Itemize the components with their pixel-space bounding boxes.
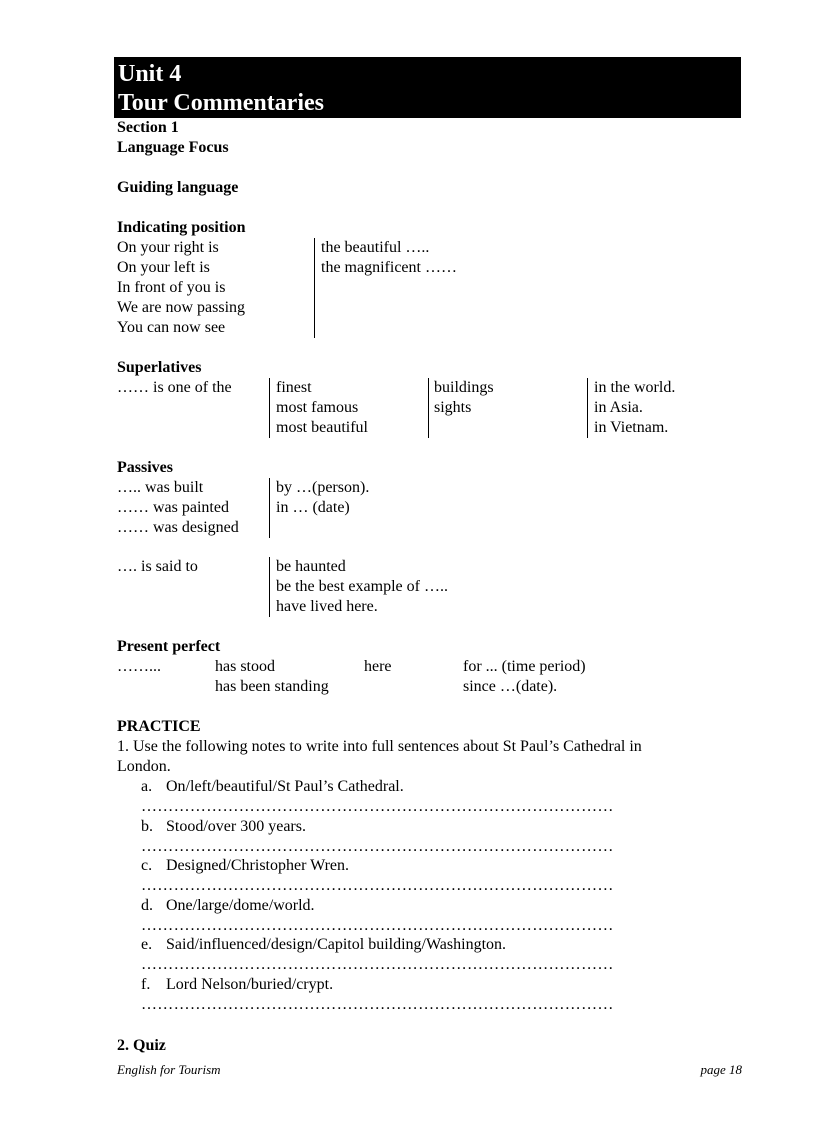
practice-instruction: 1. Use the following notes to write into full sentences about St Paul’s Cathedral in (117, 738, 642, 755)
guiding-heading: Guiding language (117, 179, 239, 196)
position-object: the beautiful ….. (321, 239, 430, 256)
practice-instruction: London. (117, 758, 171, 775)
position-object: the magnificent …… (321, 259, 457, 276)
item-prompt: Designed/Christopher Wren. (166, 857, 350, 874)
said-complement: be haunted (276, 558, 346, 575)
passive-phrase: …… was painted (117, 499, 229, 516)
unit-number: Unit 4 (118, 61, 182, 87)
item-letter: c. (141, 857, 153, 874)
superlative-adjective: finest (276, 379, 312, 396)
item-prompt: Stood/over 300 years. (166, 818, 306, 835)
superlative-place: in Vietnam. (594, 419, 669, 436)
column-divider (428, 378, 429, 438)
superlatives-lead: …… is one of the (117, 379, 232, 396)
item-letter: d. (141, 897, 153, 914)
answer-line[interactable]: …………………………………………………………………………… (141, 917, 614, 934)
perfect-verb: has been standing (215, 678, 329, 695)
item-prompt: One/large/dome/world. (166, 897, 315, 914)
said-phrase: …. is said to (117, 558, 198, 575)
perfect-here: here (364, 658, 392, 675)
position-phrase: We are now passing (117, 299, 246, 316)
column-divider (314, 238, 315, 338)
item-prompt: Said/influenced/design/Capitol building/Washington. (166, 936, 507, 953)
position-phrase: In front of you is (117, 279, 226, 296)
superlatives-heading: Superlatives (117, 359, 202, 376)
perfect-verb: has stood (215, 658, 275, 675)
section-label: Section 1 (117, 119, 179, 136)
superlative-adjective: most beautiful (276, 419, 368, 436)
item-letter: a. (141, 778, 153, 795)
position-phrase: You can now see (117, 319, 226, 336)
perfect-lead: ……... (117, 658, 161, 675)
superlative-place: in the world. (594, 379, 676, 396)
passive-agent: by …(person). (276, 479, 370, 496)
superlative-noun: buildings (434, 379, 494, 396)
answer-line[interactable]: …………………………………………………………………………… (141, 996, 614, 1013)
column-divider (269, 478, 270, 538)
perfect-time: for ... (time period) (463, 658, 586, 675)
column-divider (587, 378, 588, 438)
item-prompt: On/left/beautiful/St Paul’s Cathedral. (166, 778, 404, 795)
superlative-noun: sights (434, 399, 472, 416)
unit-title: Tour Commentaries (118, 90, 324, 116)
passive-phrase: ….. was built (117, 479, 204, 496)
item-letter: b. (141, 818, 153, 835)
column-divider (269, 378, 270, 438)
position-heading: Indicating position (117, 219, 246, 236)
answer-line[interactable]: …………………………………………………………………………… (141, 956, 614, 973)
position-phrase: On your left is (117, 259, 210, 276)
said-complement: be the best example of ….. (276, 578, 448, 595)
unit-banner (114, 57, 741, 118)
position-phrase: On your right is (117, 239, 219, 256)
item-letter: f. (141, 976, 151, 993)
perfect-heading: Present perfect (117, 638, 221, 655)
superlative-place: in Asia. (594, 399, 643, 416)
focus-label: Language Focus (117, 139, 229, 156)
answer-line[interactable]: …………………………………………………………………………… (141, 877, 614, 894)
perfect-time: since …(date). (463, 678, 558, 695)
page-number: page 18 (700, 1062, 742, 1077)
passives-heading: Passives (117, 459, 173, 476)
column-divider (269, 557, 270, 617)
answer-line[interactable]: …………………………………………………………………………… (141, 838, 614, 855)
passive-agent: in … (date) (276, 499, 350, 516)
passive-phrase: …… was designed (117, 519, 239, 536)
item-prompt: Lord Nelson/buried/crypt. (166, 976, 334, 993)
superlative-adjective: most famous (276, 399, 359, 416)
practice-heading: PRACTICE (117, 718, 201, 735)
item-letter: e. (141, 936, 153, 953)
answer-line[interactable]: …………………………………………………………………………… (141, 798, 614, 815)
footer-title: English for Tourism (117, 1062, 221, 1077)
quiz-heading: 2. Quiz (117, 1037, 166, 1054)
said-complement: have lived here. (276, 598, 378, 615)
